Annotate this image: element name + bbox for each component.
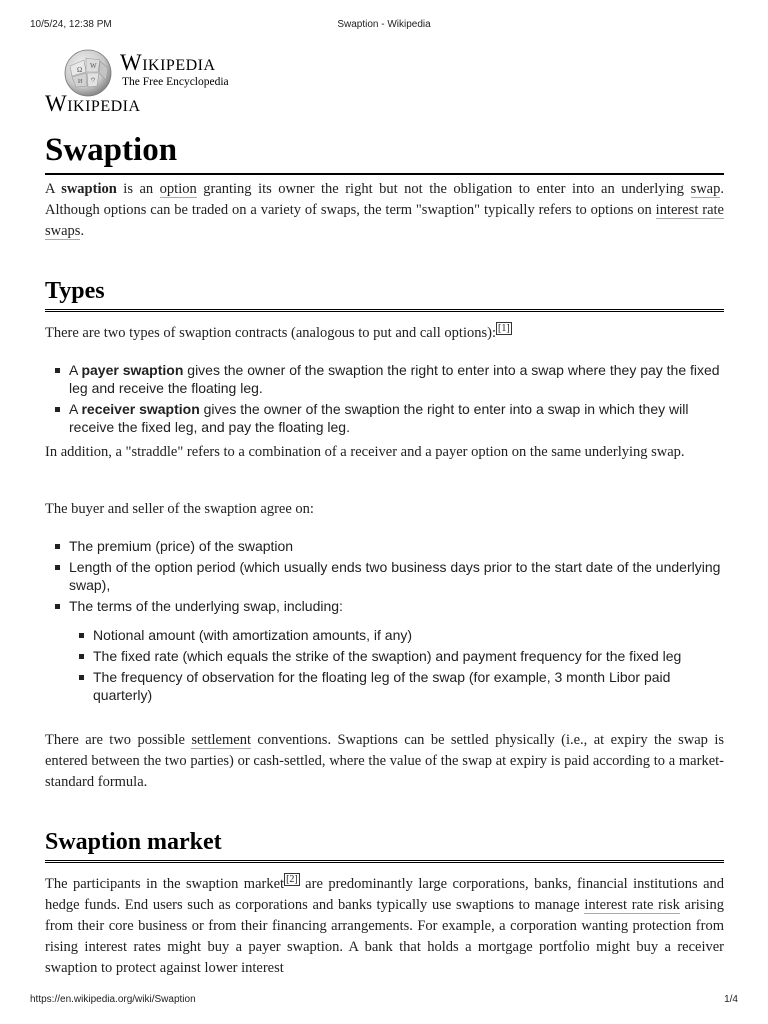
list-item-payer: A payer swaption gives the owner of the swaption the right to enter into a swap where they pay the fixed leg and receive the floating leg. — [45, 361, 724, 397]
print-footer — [0, 990, 768, 1010]
link-interest-rate-risk[interactable]: interest rate risk — [584, 897, 680, 913]
print-title: Swaption - Wikipedia — [337, 19, 431, 30]
list-item: The frequency of observation for the floating leg of the swap (for example, 3 month Libor paid quarterly) — [45, 668, 724, 704]
heading-types: Types — [45, 276, 724, 312]
svg-text:И: И — [78, 79, 83, 85]
svg-text:Ω: Ω — [77, 66, 83, 74]
swap-terms-sublist — [45, 626, 724, 707]
link-interest-rate-swaps[interactable]: interest rate swaps — [45, 202, 724, 239]
agreement-list — [45, 537, 724, 618]
list-item: The terms of the underlying swap, including: — [45, 597, 724, 615]
settlement-paragraph: There are two possible settlement conventions. Swaptions can be settled physically (i.e., at expiry the swap is entered between the two parties) or cash-settled, where the value of the swap at expiry is paid according to a market-standard formula. — [45, 732, 724, 790]
link-settlement[interactable]: settlement — [191, 732, 251, 748]
list-item: Length of the option period (which usually ends two business days prior to the start date of the underlying swap), — [45, 558, 724, 594]
citation-1[interactable]: [1] — [498, 323, 510, 335]
intro-paragraph: A swaption is an option granting its owner the right but not the obligation to enter into an underlying swap. Although options can be traded on a variety of swaps, the term "swaption" typically refers to options on interest rate swaps. — [45, 181, 724, 239]
list-item: Notional amount (with amortization amounts, if any) — [45, 626, 724, 644]
types-intro: There are two types of swaption contracts (analogous to put and call options): [1] — [45, 323, 510, 341]
list-item: The premium (price) of the swaption — [45, 537, 724, 555]
link-swap[interactable]: swap — [690, 181, 721, 197]
print-url: https://en.wikipedia.org/wiki/Swaption — [30, 994, 196, 1005]
market-paragraph: The participants in the swaption market [2] are predominantly large corporations, banks, financial institutions and hedge funds. End users such as corporations and banks typically use swaptions to manage interest rate risk arising from their core business or from their financing arrangements. For example, a corporation wanting protection from rising interest rates might buy a payer swaption. A bank that holds a mortgage portfolio might buy a receiver swaption to protect against lower interest — [45, 874, 725, 976]
wikipedia-tagline: The Free Encyclopedia — [122, 76, 229, 88]
page-number: 1/4 — [724, 994, 738, 1005]
agree-paragraph: The buyer and seller of the swaption agree on: — [45, 501, 314, 517]
link-option[interactable]: option — [159, 181, 197, 197]
wikipedia-wordmark-secondary: Wikipedia — [45, 91, 141, 116]
term-swaption: swaption — [61, 181, 117, 197]
list-item: The fixed rate (which equals the strike of the swaption) and payment frequency for the fixed leg — [45, 647, 724, 665]
wikipedia-wordmark: Wikipedia — [120, 50, 216, 75]
straddle-paragraph: In addition, a "straddle" refers to a combination of a receiver and a payer option on the same underlying swap. — [45, 444, 685, 460]
citation-2[interactable]: [2] — [286, 874, 298, 886]
svg-text:W: W — [90, 62, 97, 70]
print-date: 10/5/24, 12:38 PM — [30, 19, 112, 30]
svg-text:ウ: ウ — [90, 78, 97, 84]
heading-swaption-market: Swaption market — [45, 827, 724, 863]
list-item-receiver: A receiver swaption gives the owner of the swaption the right to enter into a swap in which they will receive the fixed leg, and pay the floating leg. — [45, 400, 724, 436]
page-title: Swaption — [45, 130, 724, 175]
swaption-types-list — [45, 361, 724, 439]
print-header — [0, 0, 768, 30]
